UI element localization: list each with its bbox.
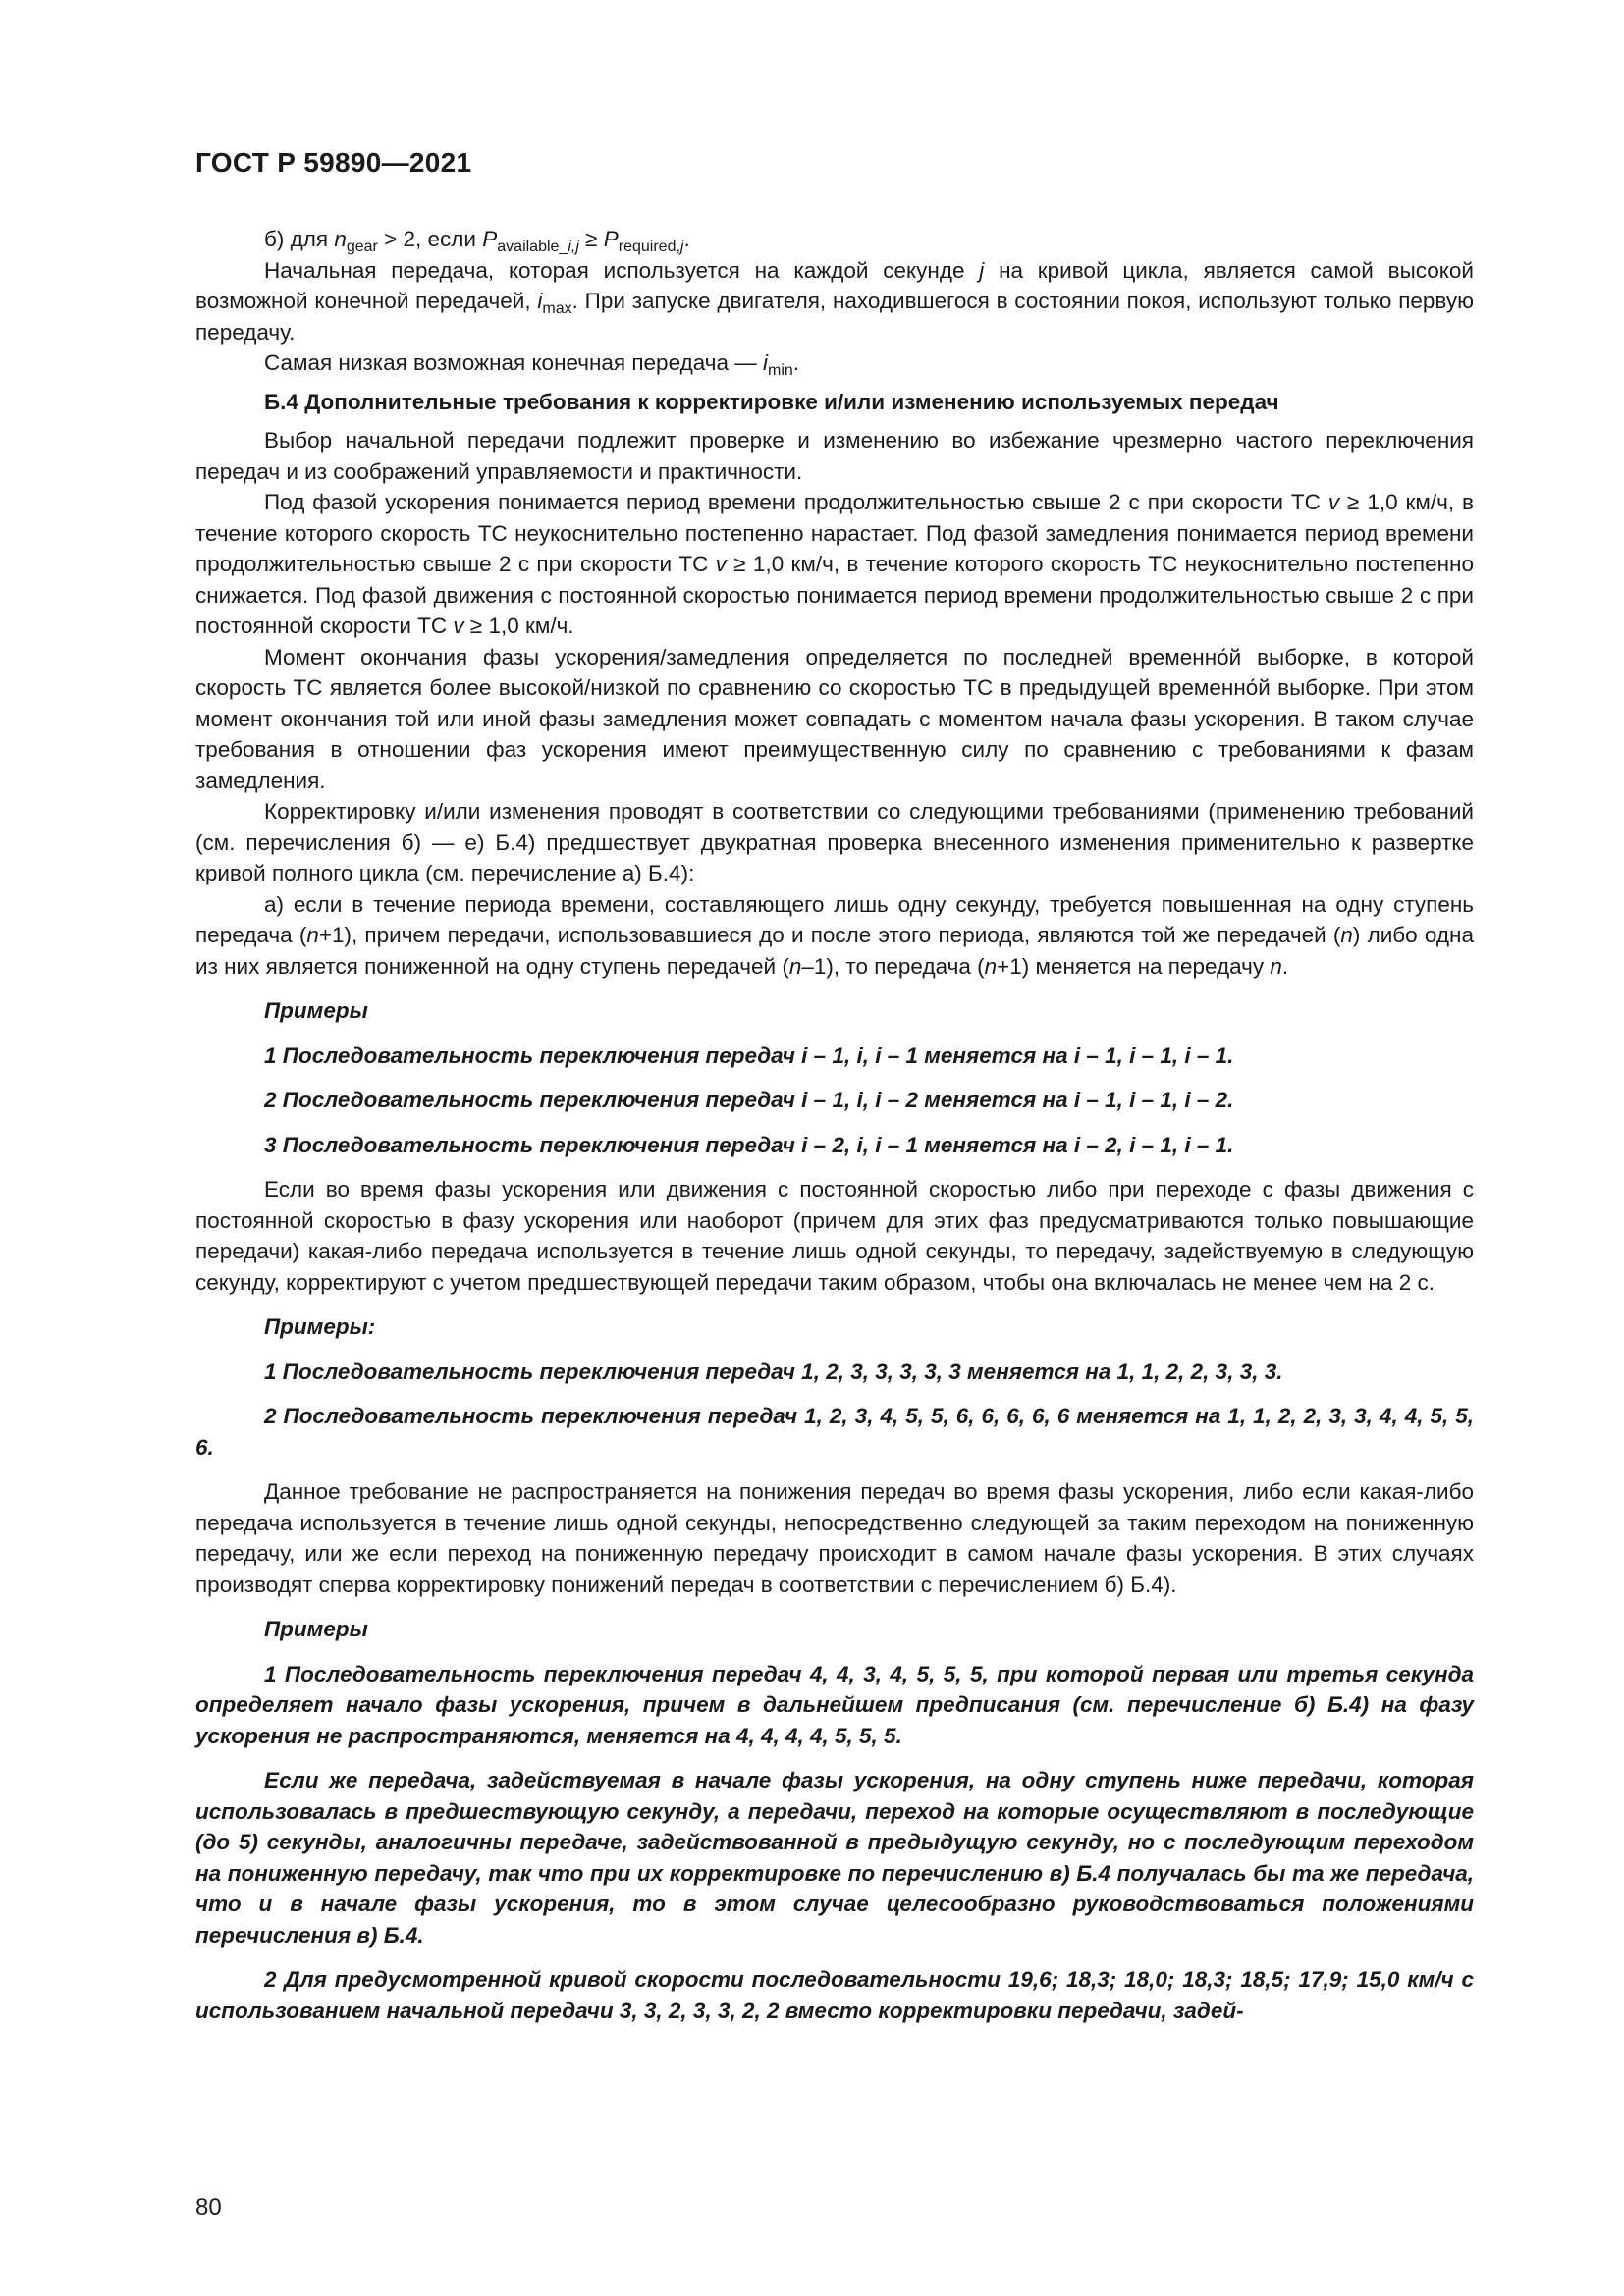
section-heading-b4: Б.4 Дополнительные требования к корректировке и/или изменению используемых передач bbox=[264, 389, 1279, 414]
paragraph-7: Данное требование не распространяется на понижения передач во время фазы ускорения, либо если какая-либо передача используется в течение лишь одной секунды, непосредственно следующей за таким переходом на пониженную передачу, или же если переход на пониженную передачу происходит в самом начале фазы ускорения. В этих случаях производят сперва корректировку понижений передач в соответствии с перечислением б) Б.4). bbox=[195, 1479, 1474, 1597]
example-1-2: 2 Последовательность переключения передач i – 1, i, i – 2 меняется на i – 1, i – 1, i – 2. bbox=[264, 1088, 1234, 1112]
paragraph-min-gear: Самая низкая возможная конечная передача — $i_{min}$. bbox=[264, 350, 800, 379]
text-column-top bbox=[195, 224, 1474, 2040]
example-3-2: 2 Для предусмотренной кривой скорости последовательности 19,6; 18,3; 18,0; 18,3; 18,5; 17,9; 15,0 км/ч с использованием начальной передачи 3, 3, 2, 3, 3, 2, 2 вместо корректировки передачи, задей- bbox=[195, 1967, 1474, 2023]
example-2-2: 2 Последовательность переключения передач 1, 2, 3, 4, 5, 5, 6, 6, 6, 6, 6 меняется на 1, 1, 2, 2, 3, 3, 4, 4, 5, 5, 6. bbox=[195, 1404, 1474, 1460]
example-1-3: 3 Последовательность переключения передач i – 2, i, i – 1 меняется на i – 2, i – 1, i – 1. bbox=[264, 1132, 1234, 1157]
example-2-1: 1 Последовательность переключения передач 1, 2, 3, 3, 3, 3, 3 меняется на 1, 1, 2, 2, 3, 3, 3. bbox=[264, 1359, 1283, 1384]
examples-label-2: Примеры: bbox=[264, 1314, 376, 1339]
paragraph-1: Выбор начальной передачи подлежит проверке и изменению во избежание чрезмерно частого переключения передач и из соображений управляемости и практичности. bbox=[195, 428, 1474, 484]
example-3-1: 1 Последовательность переключения передач 4, 4, 3, 4, 5, 5, 5, при которой первая или третья секунда определяет начало фазы ускорения, причем в дальнейшем предписания (см. перечисление б) Б.4) на фазу ускорения не распространяются, меняется на 4, 4, 4, 4, 5, 5, 5. bbox=[195, 1661, 1474, 1748]
paragraph-4: Корректировку и/или изменения проводят в соответствии со следующими требованиями (применению требований (см. перечисления б) — е) Б.4) предшествует двукратная проверка внесенного изменения применительно к развертке кривой полного цикла (см. перечисление а) Б.4): bbox=[195, 799, 1474, 885]
paragraph-2: Под фазой ускорения понимается период времени продолжительностью свыше 2 с при скорости ТС v ≥ 1,0 км/ч, в течение которого скорость ТС неукоснительно постепенно нарастает. Под фазой замедления понимается период времени продолжительностью свыше 2 с при скорости ТС v ≥ 1,0 км/ч, в течение которого скорость ТС неукоснительно постепенно снижается. Под фазой движения с постоянной скоростью понимается период времени продолжительностью свыше 2 с при постоянной скорости ТС v ≥ 1,0 км/ч. bbox=[195, 490, 1475, 638]
paragraph-5: а) если в течение периода времени, составляющего лишь одну секунду, требуется повышенная на одну ступень передача (n+1), причем передачи, использовавшиеся до и после этого периода, являются той же передачей (n) либо одна из них является пониженной на одну ступень передачей (n–1), то передача (n+1) меняется на передачу n. bbox=[195, 891, 1474, 979]
page-number: 80 bbox=[195, 2194, 222, 2220]
paragraph-3: Момент окончания фазы ускорения/замедления определяется по последней временно́й выборке, в которой скорость ТС является более высокой/низкой по сравнению со скоростью ТС в предыдущей временно́й выборке. При этом момент окончания той или иной фазы замедления может совпадать с моментом начала фазы ускорения. В таком случае требования в отношении фаз ускорения имеют преимущественную силу по сравнению с требованиями к фазам замедления. bbox=[195, 644, 1474, 793]
example-3-note: Если же передача, задействуемая в начале фазы ускорения, на одну ступень ниже передачи, которая использовалась в предшествующую секунду, а передачи, переход на которые осуществляют в последующие (до 5) секунды, аналогичны передаче, задействованной в предыдущую секунду, но с последующим переходом на пониженную передачу, так что при их корректировке по перечислению в) Б.4 получалась бы та же передача, что и в начале фазы ускорения, то в этом случае целесообразно руководствоваться положениями перечисления в) Б.4. bbox=[195, 1768, 1474, 1948]
paragraph-initial-gear: Начальная передача, которая используется на каждой секунде j на кривой цикла, является самой высокой возможной конечной передачей, $i_{max}$. При запуске двигателя, находившегося в состоянии покоя, используют только первую передачу. bbox=[195, 257, 1474, 345]
document-header: ГОСТ Р 59890—2021 bbox=[195, 147, 472, 178]
condition-b-line: б) для $n_{gear} > 2$, если $P_{available\_i,j} \ge P_{required,j}$. bbox=[264, 227, 690, 255]
example-1-1: 1 Последовательность переключения передач i – 1, i, i – 1 меняется на i – 1, i – 1, i – 1. bbox=[264, 1042, 1234, 1068]
examples-label-3: Примеры bbox=[264, 1617, 368, 1641]
examples-label-1: Примеры bbox=[264, 998, 368, 1023]
paragraph-6: Если во время фазы ускорения или движения с постоянной скоростью либо при переходе с фазы движения с постоянной скоростью в фазу ускорения или наоборот (причем для этих фаз предусматриваются только повышающие передачи) какая-либо передача используется в течение лишь одной секунды, то передачу, задействуемую в следующую секунду, корректируют с учетом предшествующей передачи таким образом, чтобы она включалась не менее чем на 2 с. bbox=[195, 1177, 1474, 1295]
